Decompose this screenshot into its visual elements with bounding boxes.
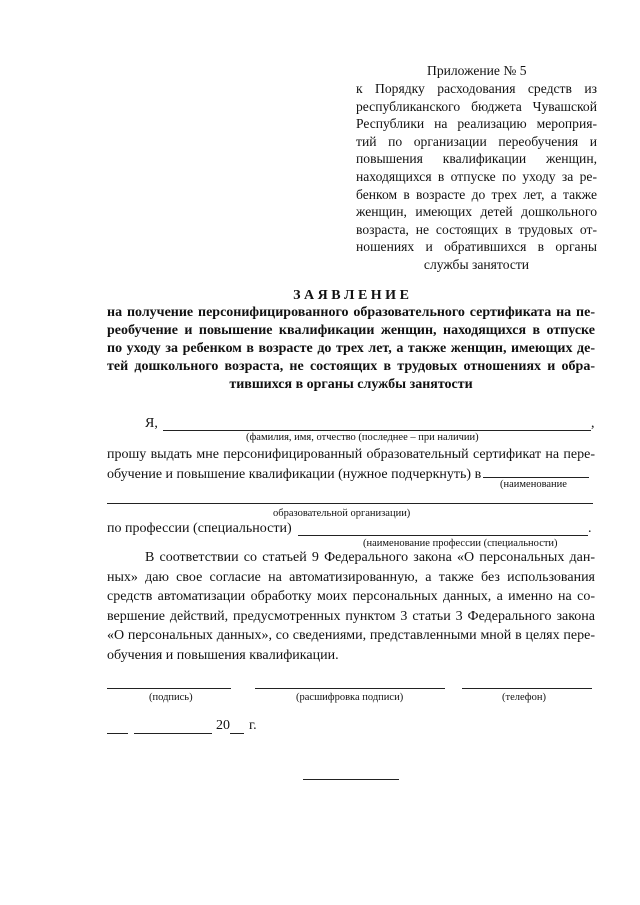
profession-label: по профессии (специальности) [107,521,292,536]
ya-label: Я, [145,416,158,431]
subtitle-line: на получение персонифицированного образовательного сертификата на пе- [107,305,595,320]
appendix-line: повышения квалификации женщин, [356,151,597,167]
signature-decode-field[interactable] [255,688,445,689]
organization-field[interactable] [483,477,589,478]
subtitle-line: реобучение и повышение квалификации женщин, находящихся в отпуске [107,323,595,338]
org-hint-part2: образовательной организации) [273,508,411,519]
signature-field[interactable] [107,688,231,689]
signature-decode-hint: (расшифровка подписи) [296,692,404,703]
date-year-prefix: 20 [216,718,230,733]
consent-line: «О персональных данных», со сведениями, представленными мной в целях пере- [107,628,595,644]
subtitle-line: тей дошкольного возраста, не состоящих в трудовых отношениях и обра- [107,359,595,374]
appendix-heading: Приложение № 5 [427,63,527,78]
appendix-line: тий по организации переобучения и [356,133,597,149]
date-day-field[interactable] [107,733,128,734]
appendix-line: к Порядку расходования средств из [356,81,597,96]
consent-line: вершение действий, предусмотренных пунктом 3 статьи 3 Федерального закона [107,608,595,624]
appendix-line: Республики на реализацию мероприя- [356,116,597,132]
appendix-line: возраста, не состоящих в трудовых от- [356,221,597,237]
consent-paragraph [107,548,595,666]
organization-field-line2[interactable] [107,503,593,504]
profession-field[interactable] [298,535,588,536]
appendix-text [356,80,597,274]
closing-separator [303,779,399,780]
date-month-field[interactable] [134,733,212,734]
comma: , [591,416,595,431]
date-year-field[interactable] [230,733,244,734]
fio-hint: (фамилия, имя, отчество (последнее – при наличии) [246,432,479,443]
period: . [588,521,592,536]
subtitle-line: по уходу за ребенком в возрасте до трех лет, а также женщин, имеющих де- [107,341,595,356]
fio-field[interactable] [163,430,591,431]
consent-line: обучения и повышения квалификации. [107,647,339,663]
phone-hint: (телефон) [502,692,546,703]
appendix-line: находящихся в отпуске по уходу за ре- [356,168,597,184]
appendix-line: бенком в возрасте до трех лет, а также [356,186,597,202]
appendix-line: республиканского бюджета Чувашской [356,98,597,114]
document-title: З А Я В Л Е Н И Е [293,288,409,303]
subtitle-line: тившихся в органы службы занятости [229,377,473,392]
request-line: прошу выдать мне персонифицированный образовательный сертификат на пере- [107,447,595,462]
consent-line: ных» даю свое согласие на автоматизированную, а также без использования [107,569,595,585]
appendix-line: ношениях и обратившихся в органы [356,239,597,255]
org-hint-part1: (наименование [500,479,567,490]
document-subtitle [107,304,595,394]
consent-line: средств автоматизации обработку моих персональных данных, а именно на со- [107,589,595,605]
profession-hint: (наименование профессии (специальности) [363,538,558,549]
appendix-line: женщин, имеющих детей дошкольного [356,204,597,220]
consent-line: В соответствии со статьей 9 Федерального закона «О персональных дан- [145,550,595,565]
request-line: обучение и повышение квалификации (нужное подчеркнуть) в [107,466,482,482]
date-year-suffix: г. [249,718,257,733]
signature-hint: (подпись) [149,692,193,703]
appendix-line: службы занятости [423,256,530,272]
phone-field[interactable] [462,688,592,689]
